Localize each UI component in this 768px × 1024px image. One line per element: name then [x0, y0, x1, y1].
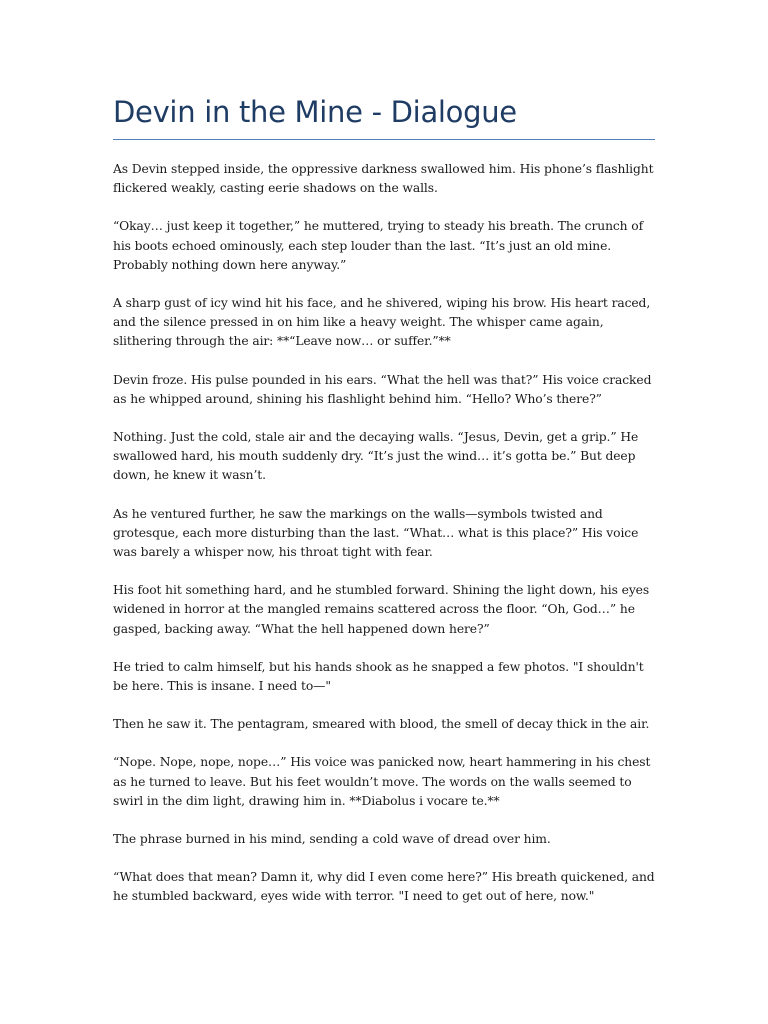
- paragraph: “What does that mean? Damn it, why did I even come here?” His breath quickened, and he stumbled backward, eyes wide with terror. "I need to get out of here, now.": [113, 870, 655, 904]
- paragraph: Then he saw it. The pentagram, smeared with blood, the smell of decay thick in the air.: [113, 717, 650, 732]
- paragraph: Devin froze. His pulse pounded in his ears. “What the hell was that?” His voice cracked as he whipped around, shining his flashlight behind him. “Hello? Who’s there?”: [113, 372, 652, 406]
- paragraph: His foot hit something hard, and he stumbled forward. Shining the light down, his eyes widened in horror at the mangled remains scattered across the floor. “Oh, God…” he gasped, backing away. “What the hell happened down here?”: [113, 583, 650, 636]
- title-underline: [113, 139, 655, 140]
- paragraph: He tried to calm himself, but his hands shook as he snapped a few photos. "I shouldn't be here. This is insane. I need to—": [113, 659, 644, 694]
- paragraph: As Devin stepped inside, the oppressive darkness swallowed him. His phone’s flashlight flickered weakly, casting eerie shadows on the walls.: [113, 162, 654, 196]
- document-body: [113, 160, 661, 926]
- paragraph: As he ventured further, he saw the markings on the walls—symbols twisted and grotesque, each more disturbing than the last. “What… what is this place?” His voice was barely a whisper now, his throat tight with fear.: [113, 506, 639, 560]
- document-title: Devin in the Mine - Dialogue: [113, 95, 517, 129]
- paragraph: A sharp gust of icy wind hit his face, and he shivered, wiping his brow. His heart raced, and the silence pressed in on him like a heavy weight. The whisper came again, slithering through the air: **“Leave now… or suffer.”**: [113, 296, 651, 349]
- paragraph: “Nope. Nope, nope, nope…” His voice was panicked now, heart hammering in his chest as he turned to leave. But his feet wouldn’t move. The words on the walls seemed to swirl in the dim light, drawing him in. **Diabolus i vocare te.**: [113, 755, 651, 808]
- paragraph: Nothing. Just the cold, stale air and the decaying walls. “Jesus, Devin, get a grip.” He swallowed hard, his mouth suddenly dry. “It’s just the wind… it’s gotta be.” But deep down, he knew it wasn’t.: [113, 430, 639, 483]
- paragraph: The phrase burned in his mind, sending a cold wave of dread over him.: [113, 832, 551, 847]
- paragraph: “Okay… just keep it together,” he muttered, trying to steady his breath. The crunch of his boots echoed ominously, each step louder than the last. “It’s just an old mine. Probably nothing down here anyway.”: [113, 219, 644, 272]
